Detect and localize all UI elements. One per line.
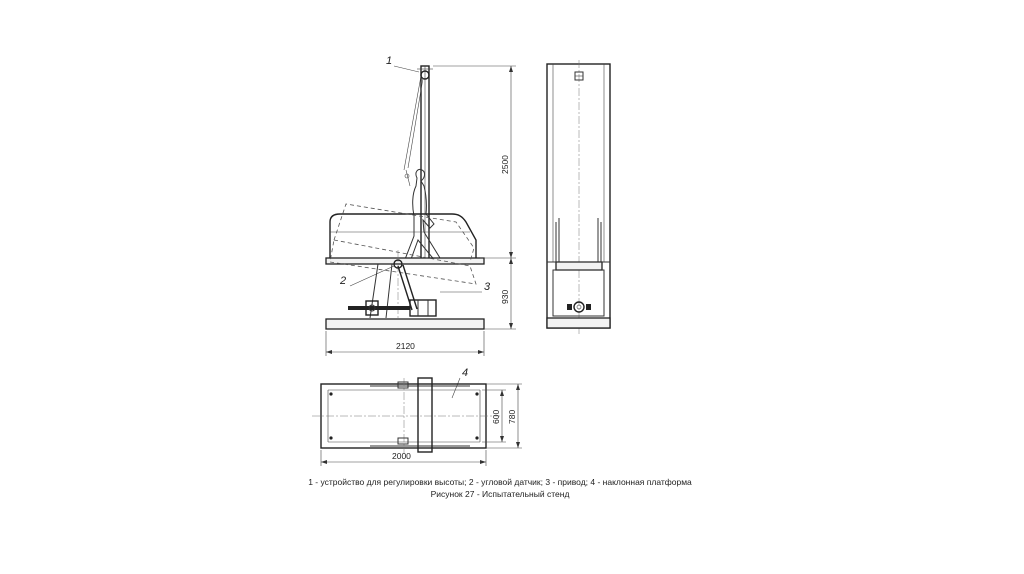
- label-4: 4: [462, 367, 469, 379]
- dim-2000: 2000: [392, 451, 411, 461]
- dim-2500: 2500: [500, 155, 510, 174]
- base-frame: [326, 319, 484, 329]
- front-view: [547, 60, 610, 334]
- top-view: [312, 378, 500, 454]
- platform-tilted-phantom: [330, 204, 476, 284]
- label-2: 2: [340, 275, 347, 287]
- label-3: 3: [484, 281, 491, 293]
- dim-780: 780: [507, 409, 517, 424]
- figure-title: Рисунок 27 - Испытательный стенд: [430, 489, 570, 499]
- top-dimensions: [321, 384, 522, 466]
- front-mast: [547, 64, 610, 328]
- figure-legend: 1 - устройство для регулировки высоты; 2 - угловой датчик; 3 - привод; 4 - наклонная платформа: [308, 477, 692, 487]
- suspension-cable: [404, 76, 421, 170]
- drive-screw: [348, 306, 410, 310]
- dim-930: 930: [500, 289, 510, 304]
- label-1: 1: [386, 55, 393, 67]
- dim-600: 600: [491, 409, 501, 424]
- dim-2120: 2120: [396, 341, 415, 351]
- side-view: [326, 66, 484, 329]
- drive-motor: [410, 300, 436, 316]
- top-central-column: [418, 378, 432, 452]
- platform-level: [326, 214, 484, 264]
